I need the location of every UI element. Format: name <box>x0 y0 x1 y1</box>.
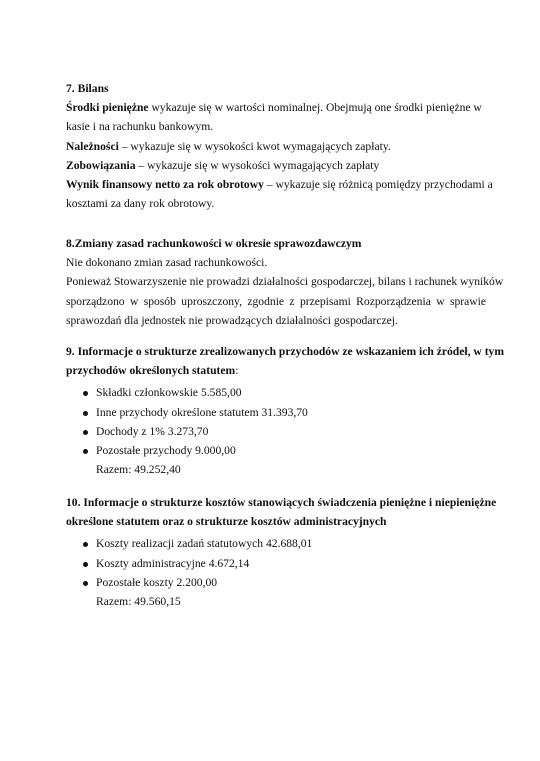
section-8-line-3: sporządzono w sposób uproszczony, zgodnie z przepisami Rozporządzenia w sprawie <box>66 294 486 308</box>
section-8-heading: 8.Zmiany zasad rachunkowości w okresie sprawozdawczym <box>66 237 362 250</box>
list-item-text: Pozostałe koszty 2.200,00 <box>96 575 218 589</box>
section-9-total: Razem: 49.252,40 <box>96 463 181 477</box>
section-7-line-3-text: – wykazuje się w wysokości kwot wymagających zapłaty. <box>118 139 391 153</box>
bullet-icon <box>83 562 88 567</box>
section-7-line-1-text: wykazuje się w wartości nominalnej. Obejmują one środki pieniężne w <box>148 101 482 115</box>
section-8-line-2: Ponieważ Stowarzyszenie nie prowadzi działalności gospodarczej, bilans i rachunek wyników <box>66 275 504 289</box>
bullet-icon <box>83 542 88 547</box>
list-item-text: Pozostałe przychody 9.000,00 <box>96 444 236 458</box>
section-8-line-1: Nie dokonano zmian zasad rachunkowości. <box>66 256 268 270</box>
section-8-zmiany-zasad <box>66 234 504 330</box>
section-10-cost-list <box>66 534 486 592</box>
bullet-icon <box>83 581 88 586</box>
list-item-text: Inne przychody określone statutem 31.393,70 <box>96 405 308 419</box>
section-7-line-3 <box>66 137 486 156</box>
bullet-icon <box>83 411 88 416</box>
section-9-heading-line-2-text: przychodów określonych statutem <box>66 364 236 378</box>
list-item <box>66 554 486 573</box>
list-item-text: Składki członkowskie 5.585,00 <box>96 386 242 400</box>
section-9-income-list <box>66 383 486 460</box>
section-8-line-4: sprawozdań dla jednostek nie prowadzących działalności gospodarczej. <box>66 313 398 327</box>
list-item <box>66 573 486 592</box>
term-wynik-finansowy: Wynik finansowy netto za rok obrotowy <box>66 178 264 192</box>
bullet-icon <box>83 391 88 396</box>
section-7-line-5 <box>66 175 493 194</box>
section-9-heading-line-2 <box>66 361 486 380</box>
section-7-line-1 <box>66 98 486 117</box>
section-10-heading-line-1: 10. Informacje o strukturze kosztów stanowiących świadczenia pieniężne i niepieniężne <box>66 496 497 509</box>
list-item <box>66 403 486 422</box>
bullet-icon <box>83 449 88 454</box>
bullet-icon <box>83 430 88 435</box>
section-10-total: Razem: 49.560,15 <box>96 595 181 609</box>
list-item-text: Koszty administracyjne 4.672,14 <box>96 556 250 570</box>
term-srodki-pieniezne: Środki pieniężne <box>66 101 149 115</box>
section-7-bilans <box>66 79 493 213</box>
list-item <box>66 534 486 553</box>
section-7-line-6: kosztami za dany rok obrotowy. <box>66 197 215 211</box>
section-9-heading-line-1: 9. Informacje o strukturze zrealizowanych przychodów ze wskazaniem ich źródeł, w tym <box>66 345 505 358</box>
list-item <box>66 383 486 402</box>
section-10-heading-line-2: określone statutem oraz o strukturze kosztów administracyjnych <box>66 515 387 529</box>
list-item <box>66 441 486 460</box>
section-7-line-4-text: – wykazuje się w wysokości wymagających zapłaty <box>135 158 380 172</box>
list-item-text: Koszty realizacji zadań statutowych 42.688,01 <box>96 537 313 551</box>
section-9-heading-colon: : <box>235 364 239 378</box>
term-zobowiazania: Zobowiązania <box>66 158 136 172</box>
section-7-line-4 <box>66 156 486 175</box>
section-7-heading: 7. Bilans <box>66 82 109 95</box>
section-7-line-5-text: – wykazuje się różnicą pomiędzy przychodami a <box>263 178 493 192</box>
list-item-text: Dochody z 1% 3.273,70 <box>96 424 209 438</box>
term-naleznosci: Należności <box>66 139 119 153</box>
section-9-przychody <box>66 342 505 479</box>
section-7-line-2: kasie i na rachunku bankowym. <box>66 120 214 134</box>
section-10-koszty <box>66 493 497 611</box>
list-item <box>66 422 486 441</box>
